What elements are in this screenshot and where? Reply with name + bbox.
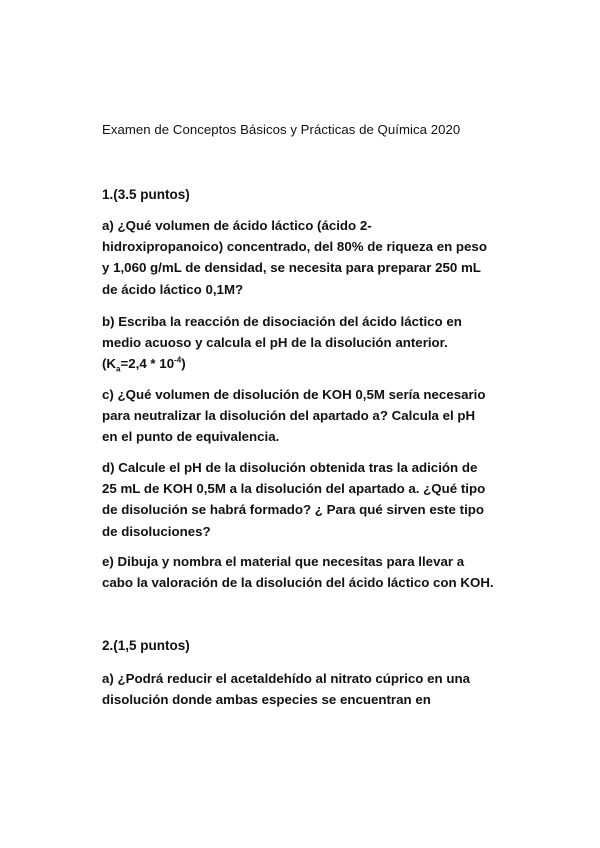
question-1d-line: de disoluciones? bbox=[102, 523, 211, 539]
question-1c-line: para neutralizar la disolución del apartado a? Calcula el pH bbox=[102, 408, 476, 424]
ka-close: ) bbox=[181, 356, 186, 372]
question-1c bbox=[102, 384, 512, 448]
question-1c-line: c) ¿Qué volumen de disolución de KOH 0,5M sería necesario bbox=[102, 387, 486, 402]
question-1e-line: cabo la valoración de la disolución del ácido láctico con KOH. bbox=[102, 575, 494, 591]
question-1a bbox=[102, 215, 512, 300]
question-2a-line: a) ¿Podrá reducir el acetaldehído al nitrato cúprico en una bbox=[102, 671, 470, 686]
question-1e-line: e) Dibuja y nombra el material que necesitas para llevar a bbox=[102, 554, 465, 569]
exam-title: Examen de Conceptos Básicos y Prácticas de Química 2020 bbox=[102, 122, 461, 137]
question-1d-line: 25 mL de KOH 0,5M a la disolución del apartado a. ¿Qué tipo bbox=[102, 481, 486, 497]
ka-subscript: a bbox=[116, 365, 121, 375]
question-1d-line: de disolución se habrá formado? ¿ Para qué sirven este tipo bbox=[102, 502, 485, 518]
question-1b-line: medio acuoso y calcula el pH de la disolución anterior. bbox=[102, 335, 448, 351]
question-1d bbox=[102, 457, 512, 542]
question-1a-line: de ácido láctico 0,1M? bbox=[102, 281, 244, 297]
ka-exponent: -4 bbox=[174, 355, 182, 365]
question-1b-line: b) Escriba la reacción de disociación del ácido láctico en bbox=[102, 314, 462, 329]
question-1a-line: hidroxipropanoico) concentrado, del 80% de riqueza en peso bbox=[102, 239, 487, 255]
question-1-heading: 1.(3.5 puntos) bbox=[102, 187, 190, 202]
ka-value: =2,4 * 10 bbox=[120, 356, 175, 372]
question-2-heading: 2.(1,5 puntos) bbox=[102, 638, 190, 653]
question-2a bbox=[102, 668, 512, 710]
question-1c-line: en el punto de equivalencia. bbox=[102, 429, 280, 445]
question-1e bbox=[102, 551, 512, 593]
question-1d-line: d) Calcule el pH de la disolución obtenida tras la adición de bbox=[102, 460, 478, 475]
question-2a-line: disolución donde ambas especies se encuentran en bbox=[102, 692, 431, 708]
question-1a-line: a) ¿Qué volumen de ácido láctico (ácido 2- bbox=[102, 218, 372, 233]
question-1a-line: y 1,060 g/mL de densidad, se necesita para preparar 250 mL bbox=[102, 260, 481, 276]
question-1b bbox=[102, 311, 512, 375]
ka-open: (K bbox=[102, 356, 117, 372]
ka-expression bbox=[102, 353, 512, 374]
